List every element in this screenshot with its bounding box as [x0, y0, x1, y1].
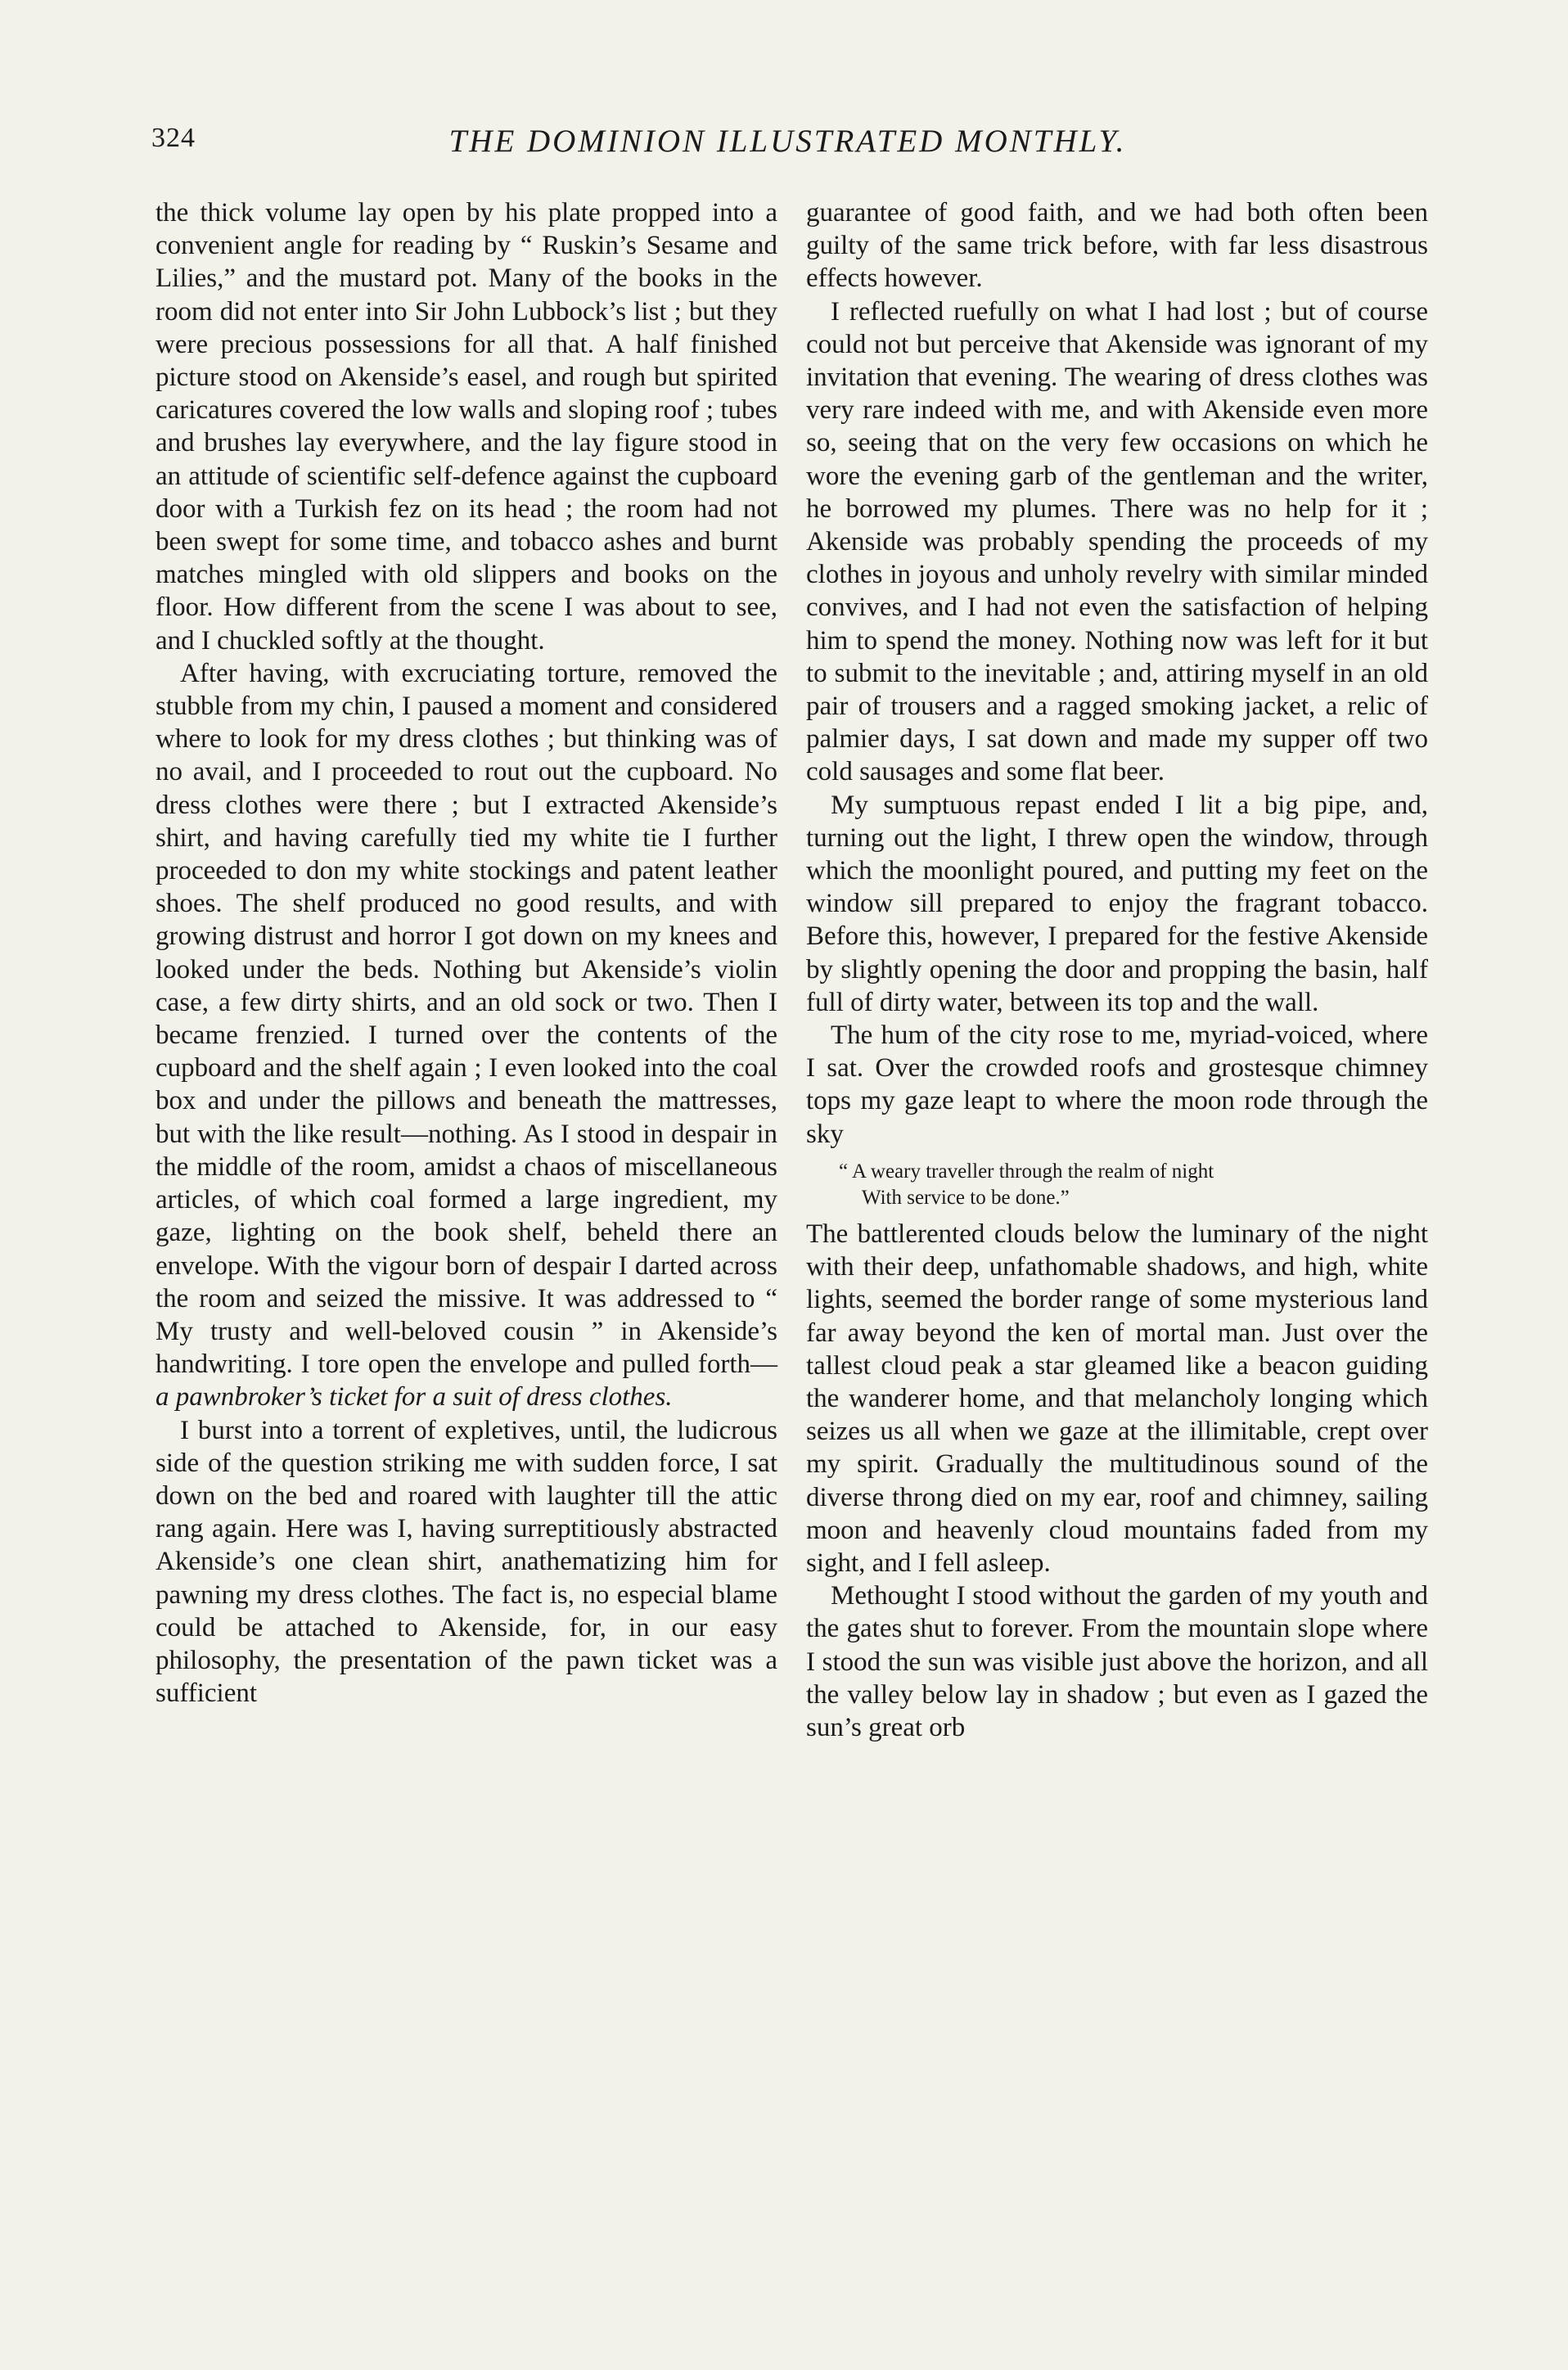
paragraph: I burst into a torrent of expletives, until, the ludicrous side of the question striking me with sudden force, I sat down on the bed and roared with laughter till the attic rang again. Here was I, having surreptitiously abstracted Akenside’s one clean shirt, anathematizing him for pawning my dress clothes. The fact is, no especial blame could be attached to Akenside, for, in our easy philosophy, the presentation of the pawn ticket was a sufficient — [155, 1415, 777, 1709]
paragraph: the thick volume lay open by his plate propped into a convenient angle for reading by “ Ruskin’s Sesame and Lilies,” and the mustard pot. Many of the books in the room did not enter into Sir John Lubbock’s list ; but they were precious possessions for all that. A half finished picture stood on Akenside’s easel, and rough but spirited caricatures covered the low walls and sloping roof ; tubes and brushes lay everywhere, and the lay figure stood in an attitude of scientific self-defence against the cupboard door with a Turkish fez on its head ; the room had not been swept for some time, and tobacco ashes and burnt matches mingled with old slippers and books on the floor. How different from the scene I was about to see, and I chuckled softly at the thought. — [155, 198, 777, 656]
right-column — [806, 196, 1428, 1744]
paragraph — [155, 657, 777, 1414]
paragraph: The battlerented clouds below the luminary of the night with their deep, unfathomable shadows, and high, white lights, seemed the border range of some mysterious land far away beyond the ken of mortal man. Just over the tallest cloud peak a star gleamed like a beacon guiding the wanderer home, and that melancholy longing which seizes us all when we gaze at the illimitable, crept over my spirit. Gradually the multitudinous sound of the diverse throng died on my ear, roof and chimney, sailing moon and heavenly cloud mountains faded from my sight, and I fell asleep. — [806, 1219, 1428, 1578]
running-title: THE DOMINION ILLUSTRATED MONTHLY. — [448, 124, 1127, 159]
left-column — [155, 196, 777, 1710]
paragraph: guarantee of good faith, and we had both often been guilty of the same trick before, with far less disastrous effects however. — [806, 198, 1428, 294]
paragraph: My sumptuous repast ended I lit a big pipe, and, turning out the light, I threw open the window, through which the moonlight poured, and putting my feet on the window sill prepared to enjoy the fragrant tobacco. Before this, however, I prepared for the festive Akenside by slightly opening the door and propping the basin, half full of dirty water, between its top and the wall. — [806, 790, 1428, 1017]
paragraph: I reflected ruefully on what I had lost ; but of course could not but perceive that Akenside was ignorant of my invitation that evening. The wearing of dress clothes was very rare indeed with me, and with Akenside even more so, seeing that on the very few occasions on which he wore the evening garb of the gentleman and the writer, he borrowed my plumes. There was no help for it ; Akenside was probably spending the proceeds of my clothes in joyous and unholy revelry with similar minded convives, and I had not even the satisfaction of helping him to spend the money. Nothing now was left for it but to submit to the inevitable ; and, attiring myself in an old pair of trousers and a ragged smoking jacket, a relic of palmier days, I sat down and made my supper off two cold sausages and some flat beer. — [806, 296, 1428, 787]
paragraph-text: After having, with excruciating torture, removed the stubble from my chin, I paused a moment and considered where to look for my dress clothes ; but thinking was of no avail, and I proceeded to rout out the cupboard. No dress clothes were there ; but I extracted Akenside’s shirt, and having carefully tied my white tie I further proceeded to don my white stockings and patent leather shoes. The shelf produced no good results, and with growing distrust and horror I got down on my knees and looked under the beds. Nothing but Akenside’s violin case, a few dirty shirts, and an old sock or two. Then I became frenzied. I turned over the contents of the cupboard and the shelf again ; I even looked into the coal box and under the pillows and beneath the mattresses, but with the like result—nothing. As I stood in despair in the middle of the room, amidst a chaos of miscellaneous articles, of which coal formed a large ingredient, my gaze, lighting on the book shelf, beheld there an envelope. With the vigour born of despair I darted across the room and seized the missive. It was addressed to “ My trusty and well-beloved cousin ” in Akenside’s handwriting. I tore open the envelope and pulled forth— — [155, 658, 777, 1380]
verse-line: “ A weary traveller through the realm of night — [839, 1160, 1214, 1183]
verse-line: With service to be done.” — [862, 1186, 1070, 1209]
page-header — [151, 123, 1424, 172]
page-number: 324 — [151, 123, 196, 153]
verse-quote — [839, 1159, 1428, 1211]
paragraph: Methought I stood without the garden of my youth and the gates shut to forever. From the mountain slope where I stood the sun was visible just above the horizon, and all the valley below lay in shadow ; but even as I gazed the sun’s great orb — [806, 1581, 1428, 1742]
italic-phrase: a pawnbroker’s ticket for a suit of dress clothes. — [155, 1382, 673, 1413]
paragraph: The hum of the city rose to me, myriad-voiced, where I sat. Over the crowded roofs and grostesque chimney tops my gaze leapt to where the moon rode through the sky — [806, 1021, 1428, 1149]
